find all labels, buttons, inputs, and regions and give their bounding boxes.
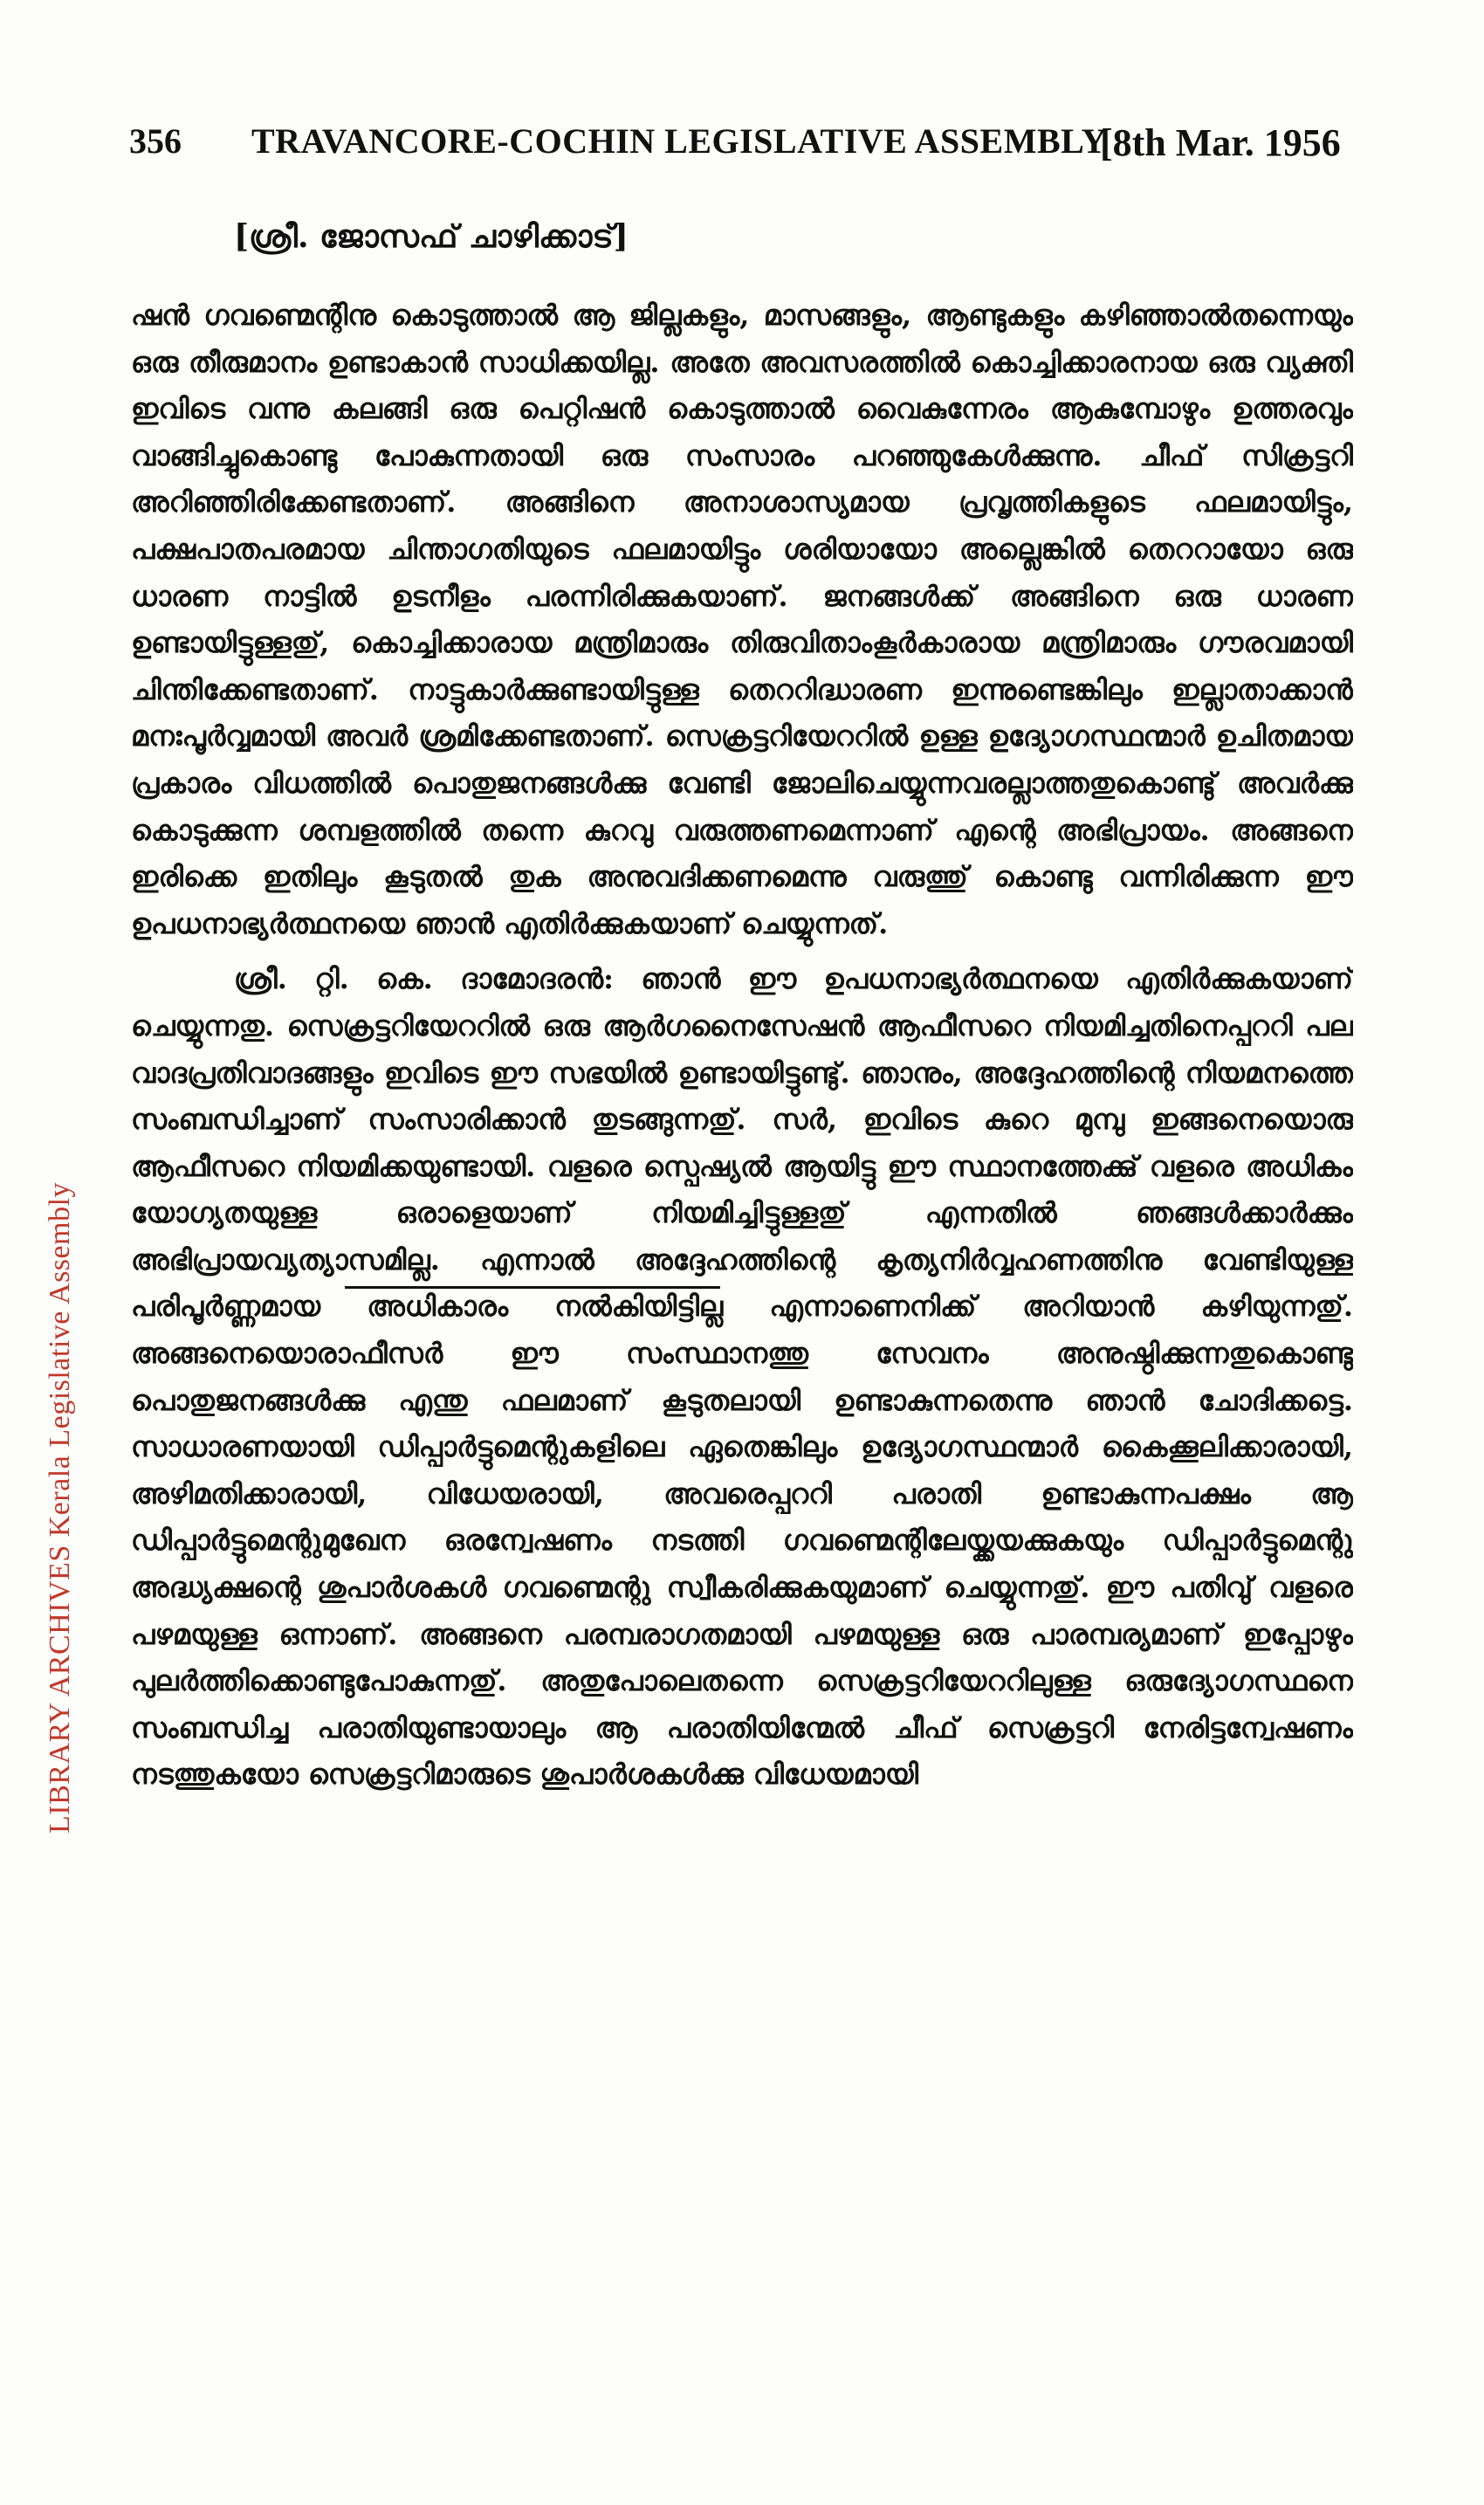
paragraph-continued-speech: ഷൻ ഗവണ്മെന്റിനു കൊടുത്താൽ ആ ജില്ലകളും, മാസങ്ങളും, ആണ്ടുകളും കഴിഞ്ഞാൽതന്നെയും ഒരു തീരുമാനം ഉണ്ടാകാൻ സാധിക്കയില്ല. അതേ അവസരത്തിൽ കൊച്ചിക്കാരനായ ഒരു വ്യക്തി ഇവിടെ വന്നു കലങ്ങി ഒരു പെറ്റിഷൻ കൊടുത്താൽ വൈകുന്നേരം ആകുമ്പോഴും ഉത്തരവും വാങ്ങിച്ചുകൊണ്ടു പോകുന്നതായി ഒരു സംസാരം പറഞ്ഞുകേൾക്കുന്നു. ചീഫ് സിക്രട്ടറി അറിഞ്ഞിരിക്കേണ്ടതാണ്. അങ്ങിനെ അനാശാസ്യമായ പ്രവൃത്തികളുടെ ഫലമായിട്ടും, പക്ഷപാതപരമായ ചിന്താഗതിയുടെ ഫലമായിട്ടും ശരിയായോ അല്ലെങ്കിൽ തെററായോ ഒരു ധാരണ നാട്ടിൽ ഉടനീളം പരന്നിരിക്കുകയാണ്. ജനങ്ങൾക്ക് അങ്ങിനെ ഒരു ധാരണ ഉണ്ടായിട്ടുള്ളതു്, കൊച്ചിക്കാരായ മന്ത്രിമാരും തിരുവിതാംകൂർകാരായ മന്ത്രിമാരും ഗൗരവമായി ചിന്തിക്കേണ്ടതാണ്. നാട്ടുകാർക്കുണ്ടായിട്ടുള്ള തെററിദ്ധാരണ ഇന്നുണ്ടെങ്കിലും ഇല്ലാതാക്കാൻ മനഃപൂർവ്വമായി അവർ ശ്രമിക്കേണ്ടതാണ്. സെക്രട്ടറിയേററിൽ ഉള്ള ഉദ്യോഗസ്ഥന്മാർ ഉചിതമായ പ്രകാരം വിധത്തിൽ പൊതുജനങ്ങൾക്കു വേണ്ടി ജോലിചെയ്യുന്നവരല്ലാത്തതുകൊണ്ടു് അവർക്കു കൊടുക്കുന്ന ശമ്പളത്തിൽ തന്നെ കുറവു വരുത്തണമെന്നാണ് എന്റെ അഭിപ്രായം. അങ്ങനെ ഇരിക്കെ ഇതിലും കൂടുതൽ തുക അനുവദിക്കണമെന്നു വരുത്തു് കൊണ്ടു വന്നിരിക്കുന്ന ഈ ഉപധനാഭ്യർത്ഥനയെ ഞാൻ എതിർക്കുകയാണ് ചെയ്യുന്നത്. — [131, 299, 1353, 940]
running-title: TRAVANCORE-COCHIN LEGISLATIVE ASSEMBLY — [251, 121, 1108, 161]
speaker-tag: [ശ്രീ. ജോസഫ് ചാഴിക്കാട്] — [234, 218, 629, 255]
paragraph-new-speaker: ശ്രീ. റ്റി. കെ. ദാമോദരൻ: ഞാൻ ഈ ഉപധനാഭ്യർത്ഥനയെ എതിർക്കുകയാണ് ചെയ്യുന്നതു. സെക്രട്ടറിയേററിൽ ഒരു ആർഗനൈസേഷൻ ആഫീസറെ നിയമിച്ചതിനെപ്പററി പല വാദപ്രതിവാദങ്ങളും ഇവിടെ ഈ സഭയിൽ ഉണ്ടായിട്ടുണ്ടു്. ഞാനും, അദ്ദേഹത്തിന്റെ നിയമനത്തെ സംബന്ധിച്ചാണ് സംസാരിക്കാൻ തുടങ്ങുന്നതു്. സർ, ഇവിടെ കുറെ മുമ്പു ഇങ്ങനെയൊരു ആഫീസറെ നിയമിക്കയുണ്ടായി. വളരെ സ്പെഷ്യൽ ആയിട്ടു ഈ സ്ഥാനത്തേക്കു് വളരെ അധികം യോഗ്യതയുള്ള ഒരാളെയാണ് നിയമിച്ചിട്ടുള്ളതു് എന്നതിൽ ഞങ്ങൾക്കാർക്കും അഭിപ്രായവ്യത്യാസമില്ല. എന്നാൽ അദ്ദേഹത്തിന്റെ കൃത്യനിർവ്വഹണത്തിനു വേണ്ടിയുള്ള പരിപൂർണ്ണമായ അധികാരം നൽകിയിട്ടില്ല എന്നാണെനിക്ക് അറിയാൻ കഴിയുന്നതു്. അങ്ങനെയൊരാഫീസർ ഈ സംസ്ഥാനത്തു സേവനം അനുഷ്ഠിക്കുന്നതുകൊണ്ടു പൊതുജനങ്ങൾക്കു എന്തു ഫലമാണ് കൂടുതലായി ഉണ്ടാകുന്നതെന്നു ഞാൻ ചോദിക്കട്ടെ. സാധാരണയായി ഡിപ്പാർട്ടുമെന്റുകളിലെ ഏതെങ്കിലും ഉദ്യോഗസ്ഥന്മാർ കൈക്കൂലിക്കാരായി, അഴിമതിക്കാരായി, വിധേയരായി, അവരെപ്പററി പരാതി ഉണ്ടാകുന്നപക്ഷം ആ ഡിപ്പാർട്ടുമെന്റുമുഖേന ഒരന്വേഷണം നടത്തി ഗവണ്മെന്റിലേയ്ക്കയക്കുകയും ഡിപ്പാർട്ടുമെന്റു അദ്ധ്യക്ഷന്റെ ശുപാർശകൾ ഗവണ്മെന്റു സ്വീകരിക്കുകയുമാണ് ചെയ്യുന്നതു്. ഈ പതിവു് വളരെ പഴമയുള്ള ഒന്നാണ്. അങ്ങനെ പരമ്പരാഗതമായി പഴമയുള്ള ഒരു പാരമ്പര്യമാണ് ഇപ്പോഴും പുലർത്തിക്കൊണ്ടുപോകുന്നതു്. അതുപോലെതന്നെ സെക്രട്ടറിയേററിലുള്ള ഒരുദ്യോഗസ്ഥനെ സംബന്ധിച്ച പരാതിയുണ്ടായാലും ആ പരാതിയിന്മേൽ ചീഫ് സെക്രട്ടറി നേരിട്ടന്വേഷണം നടത്തുകയോ സെക്രട്ടറിമാരുടെ ശുപാർശകൾക്കു വിധേയമായി — [131, 962, 1353, 1792]
page-number: 356 — [129, 121, 182, 161]
body-text — [131, 292, 1353, 2475]
library-watermark: LIBRARY ARCHIVES Kerala Legislative Assembly — [44, 1181, 76, 1834]
session-date: [8th Mar. 1956 — [1100, 121, 1341, 164]
speaker-underline-rule — [345, 1286, 720, 1289]
